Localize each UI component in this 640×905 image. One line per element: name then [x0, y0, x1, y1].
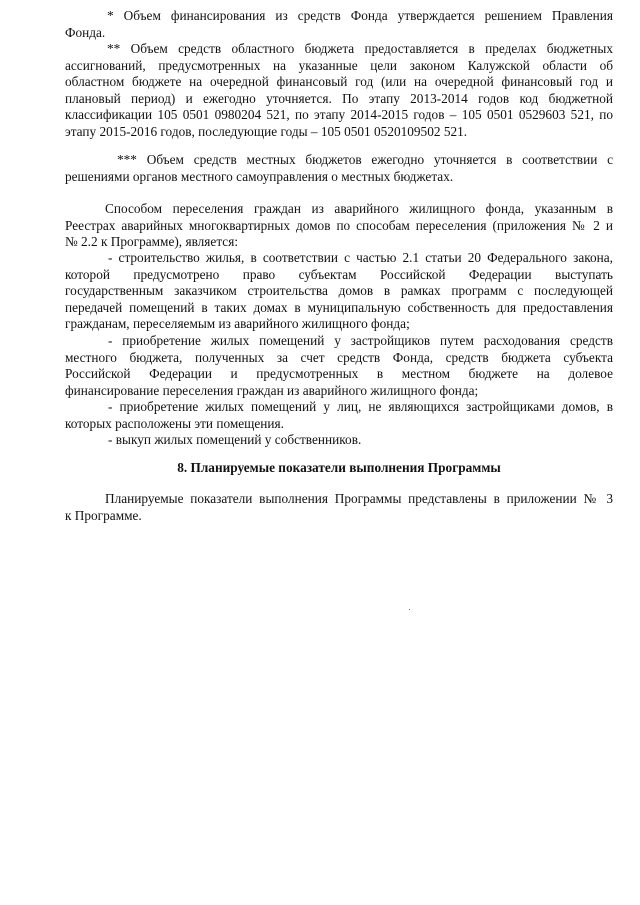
scan-speck	[409, 609, 410, 610]
text-line: *** Объем средств местных бюджетов ежегодно уточняется в соответствии с	[117, 152, 613, 167]
resettlement-method-buyout	[65, 432, 613, 449]
text-line: - выкуп жилых помещений у собственников.	[108, 432, 362, 447]
text-line: к Программе.	[65, 507, 142, 523]
section-8-body	[65, 491, 613, 524]
text-line: плановый период) и ежегодно уточняется. По этапу 2013-2014 годов код бюджетной	[65, 90, 613, 106]
section-heading: 8. Планируемые показатели выполнения Программы	[177, 460, 501, 475]
text-line: ** Объем средств областного бюджета предоставляется в пределах бюджетных	[107, 41, 613, 56]
text-line: - приобретение жилых помещений у застройщиков путем расходования средств	[108, 333, 613, 348]
resettlement-method-construction	[65, 250, 613, 333]
text-line: финансирование переселения граждан из аварийного жилищного фонда;	[65, 382, 479, 398]
text-line: которой предусмотрено право субъектам Российской Федерации выступать	[65, 266, 613, 282]
resettlement-method-developers	[65, 333, 613, 399]
text-line: № 2.2 к Программе), является:	[65, 234, 239, 249]
text-line: - приобретение жилых помещений у лиц, не являющихся застройщиками домов, в	[108, 399, 613, 414]
text-line: передачей помещений в таких домах в муниципальную собственность для предоставления	[65, 299, 613, 315]
text-line: которых расположены эти помещения.	[65, 415, 284, 431]
text-line: областном бюджете на очередной финансовый год (или на очередной финансовый год и	[65, 74, 613, 89]
text-line: Планируемые показатели выполнения Программы представлены в приложении № 3	[105, 491, 613, 506]
resettlement-method-non-developers	[65, 399, 613, 432]
footnote-fund	[65, 8, 613, 41]
footnote-regional-budget	[65, 41, 613, 140]
text-line: Фонда.	[65, 24, 106, 40]
text-line: местного бюджета, полученных за счет средств Фонда, средств бюджета субъекта	[65, 349, 613, 365]
text-line: Российской Федерации и предусмотренных в местном бюджете на долевое	[65, 366, 613, 381]
text-line: Способом переселения граждан из аварийного жилищного фонда, указанным в	[105, 201, 613, 216]
text-line: Реестрах аварийных многоквартирных домов по способам переселения (приложения № 2 и	[65, 217, 613, 233]
text-line: классификации 105 0501 0980204 521, по этапу 2014-2015 годов – 105 0501 0529603 521, по	[65, 107, 613, 122]
text-line: государственным заказчиком строительства домов в рамках программ с последующей	[65, 283, 613, 298]
text-line: решениями органов местного самоуправления о местных бюджетах.	[65, 168, 454, 184]
text-line: этапу 2015-2016 годов, последующие годы – 105 0501 0520109502 521.	[65, 123, 468, 139]
text-line: гражданам, переселяемым из аварийного жилищного фонда;	[65, 316, 410, 331]
text-line: ассигнований, предусмотренных на указанные цели законом Калужской области об	[65, 57, 613, 73]
text-line: - строительство жилья, в соответствии с частью 2.1 статьи 20 Федерального закона,	[108, 250, 613, 265]
resettlement-intro	[65, 201, 613, 251]
text-line: * Объем финансирования из средств Фонда утверждается решением Правления	[107, 8, 613, 23]
footnote-local-budgets	[65, 152, 613, 185]
